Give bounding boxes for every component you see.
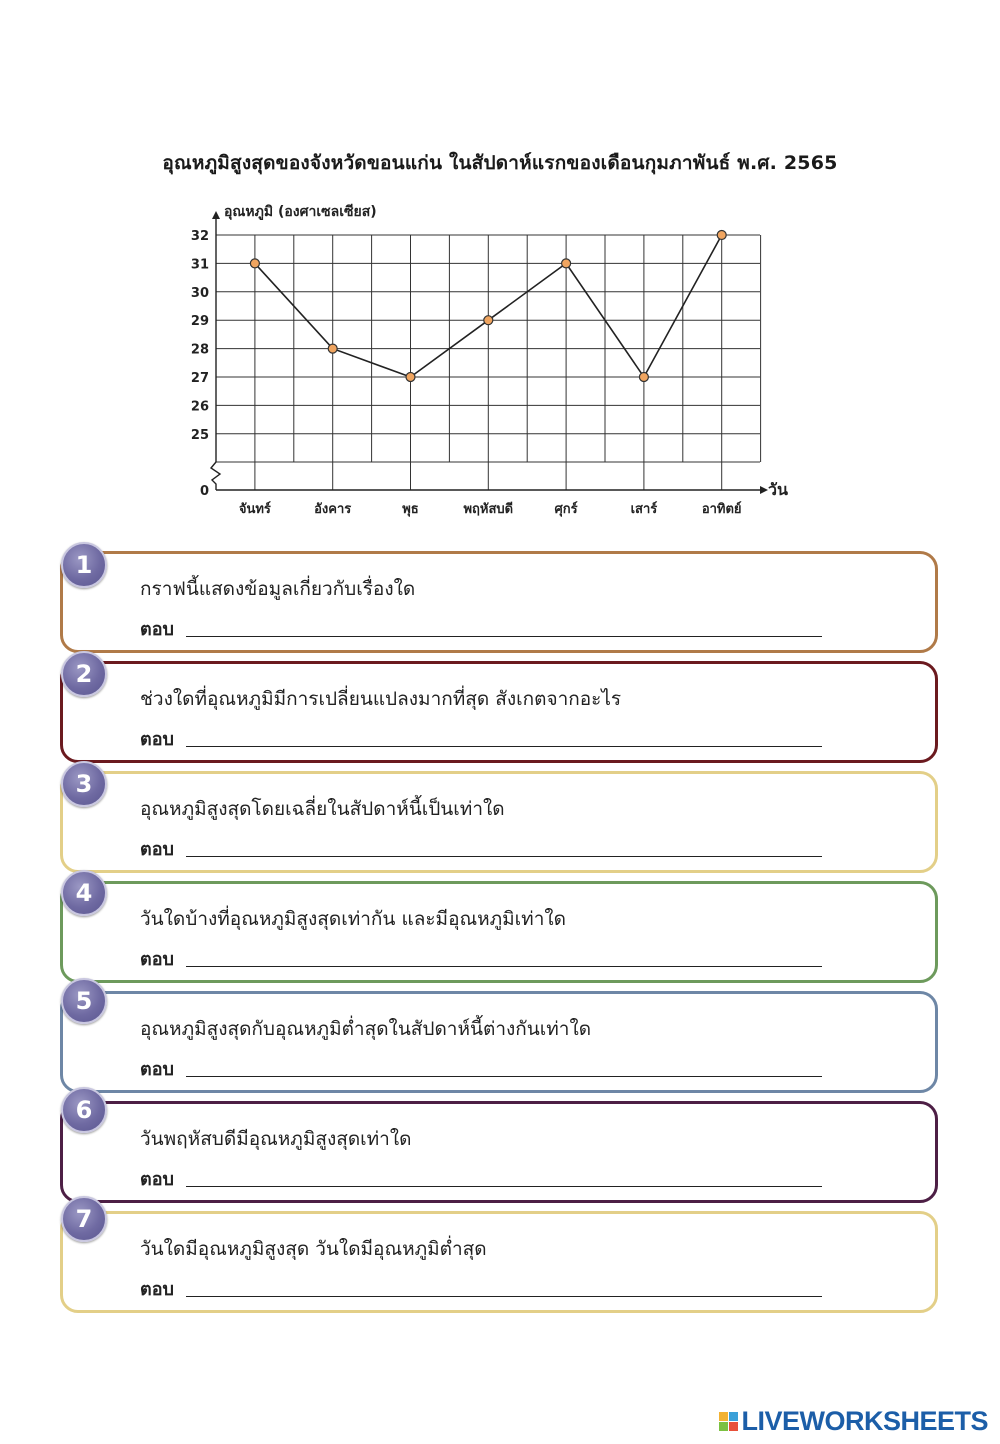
y-axis-arrow bbox=[212, 211, 220, 219]
x-tick-label: จันทร์ bbox=[238, 502, 271, 517]
question-card-7 bbox=[60, 1211, 938, 1313]
x-tick-label: เสาร์ bbox=[630, 502, 658, 517]
question-number-badge: 4 bbox=[61, 870, 107, 916]
data-point bbox=[484, 316, 493, 325]
answer-line[interactable] bbox=[186, 1076, 822, 1077]
answer-label: ตอบ bbox=[140, 1059, 174, 1080]
answer-label: ตอบ bbox=[140, 839, 174, 860]
answer-line[interactable] bbox=[186, 856, 822, 857]
question-text: วันใดมีอุณหภูมิสูงสุด วันใดมีอุณหภูมิต่ำสุด bbox=[140, 1238, 487, 1260]
question-card-5 bbox=[60, 991, 938, 1093]
answer-line[interactable] bbox=[186, 966, 822, 967]
data-point bbox=[328, 344, 337, 353]
question-card-4 bbox=[60, 881, 938, 983]
y-tick-label: 26 bbox=[190, 399, 209, 415]
answer-line[interactable] bbox=[186, 1296, 822, 1297]
y-tick-label: 32 bbox=[190, 229, 209, 244]
y-axis-title: อุณหภูมิ (องศาเซลเซียส) bbox=[224, 204, 377, 220]
answer-line[interactable] bbox=[186, 636, 822, 637]
y-tick-label: 31 bbox=[190, 257, 209, 273]
question-text: ช่วงใดที่อุณหภูมิมีการเปลี่ยนแปลงมากที่สุด สังเกตจากอะไร bbox=[140, 688, 622, 710]
data-point bbox=[406, 373, 415, 382]
answer-line[interactable] bbox=[186, 1186, 822, 1187]
data-point bbox=[717, 231, 726, 240]
data-point bbox=[639, 373, 648, 382]
answer-label: ตอบ bbox=[140, 1169, 174, 1190]
y-tick-label: 30 bbox=[190, 285, 209, 301]
question-number-badge: 2 bbox=[61, 651, 107, 697]
x-tick-label: พุธ bbox=[402, 502, 419, 517]
question-text: อุณหภูมิสูงสุดโดยเฉลี่ยในสัปดาห์นี้เป็นเท่าใด bbox=[140, 798, 505, 820]
question-number-badge: 1 bbox=[61, 542, 107, 588]
question-number-badge: 3 bbox=[61, 761, 107, 807]
answer-label: ตอบ bbox=[140, 619, 174, 640]
x-tick-label: อังคาร bbox=[314, 502, 352, 517]
question-text: กราฟนี้แสดงข้อมูลเกี่ยวกับเรื่องใด bbox=[140, 578, 416, 600]
data-point bbox=[250, 259, 259, 268]
y-tick-label: 28 bbox=[190, 342, 209, 358]
x-tick-label: พฤหัสบดี bbox=[463, 502, 514, 517]
answer-label: ตอบ bbox=[140, 729, 174, 750]
data-point bbox=[562, 259, 571, 268]
y-tick-label: 25 bbox=[190, 427, 209, 443]
answer-label: ตอบ bbox=[140, 1279, 174, 1300]
answer-label: ตอบ bbox=[140, 949, 174, 970]
question-number-badge: 5 bbox=[61, 978, 107, 1024]
x-axis-title: วัน bbox=[768, 480, 788, 499]
y-axis-break bbox=[211, 462, 220, 490]
question-number-badge: 7 bbox=[61, 1196, 107, 1242]
liveworksheets-icon bbox=[719, 1412, 738, 1431]
x-axis-arrow bbox=[760, 486, 768, 494]
y-tick-label: 29 bbox=[190, 314, 209, 330]
question-card-1 bbox=[60, 551, 938, 653]
liveworksheets-logo[interactable] bbox=[719, 1406, 988, 1436]
question-text: อุณหภูมิสูงสุดกับอุณหภูมิต่ำสุดในสัปดาห์นี้ต่างกันเท่าใด bbox=[140, 1018, 592, 1040]
question-card-2 bbox=[60, 661, 938, 763]
question-card-6 bbox=[60, 1101, 938, 1203]
y-tick-label: 27 bbox=[190, 371, 209, 386]
temperature-line-chart bbox=[0, 0, 1000, 540]
question-card-3 bbox=[60, 771, 938, 873]
brand-name: LIVEWORKSHEETS bbox=[741, 1405, 988, 1436]
y-origin-label: 0 bbox=[199, 484, 209, 499]
x-tick-label: ศุกร์ bbox=[554, 502, 578, 517]
question-text: วันพฤหัสบดีมีอุณหภูมิสูงสุดเท่าใด bbox=[140, 1128, 412, 1150]
x-tick-label: อาทิตย์ bbox=[701, 502, 742, 517]
question-number-badge: 6 bbox=[61, 1087, 107, 1133]
page-title: อุณหภูมิสูงสุดของจังหวัดขอนแก่น ในสัปดาห์แรกของเดือนกุมภาพันธ์ พ.ศ. 2565 bbox=[162, 152, 838, 174]
answer-line[interactable] bbox=[186, 746, 822, 747]
question-text: วันใดบ้างที่อุณหภูมิสูงสุดเท่ากัน และมีอุณหภูมิเท่าใด bbox=[140, 908, 566, 930]
